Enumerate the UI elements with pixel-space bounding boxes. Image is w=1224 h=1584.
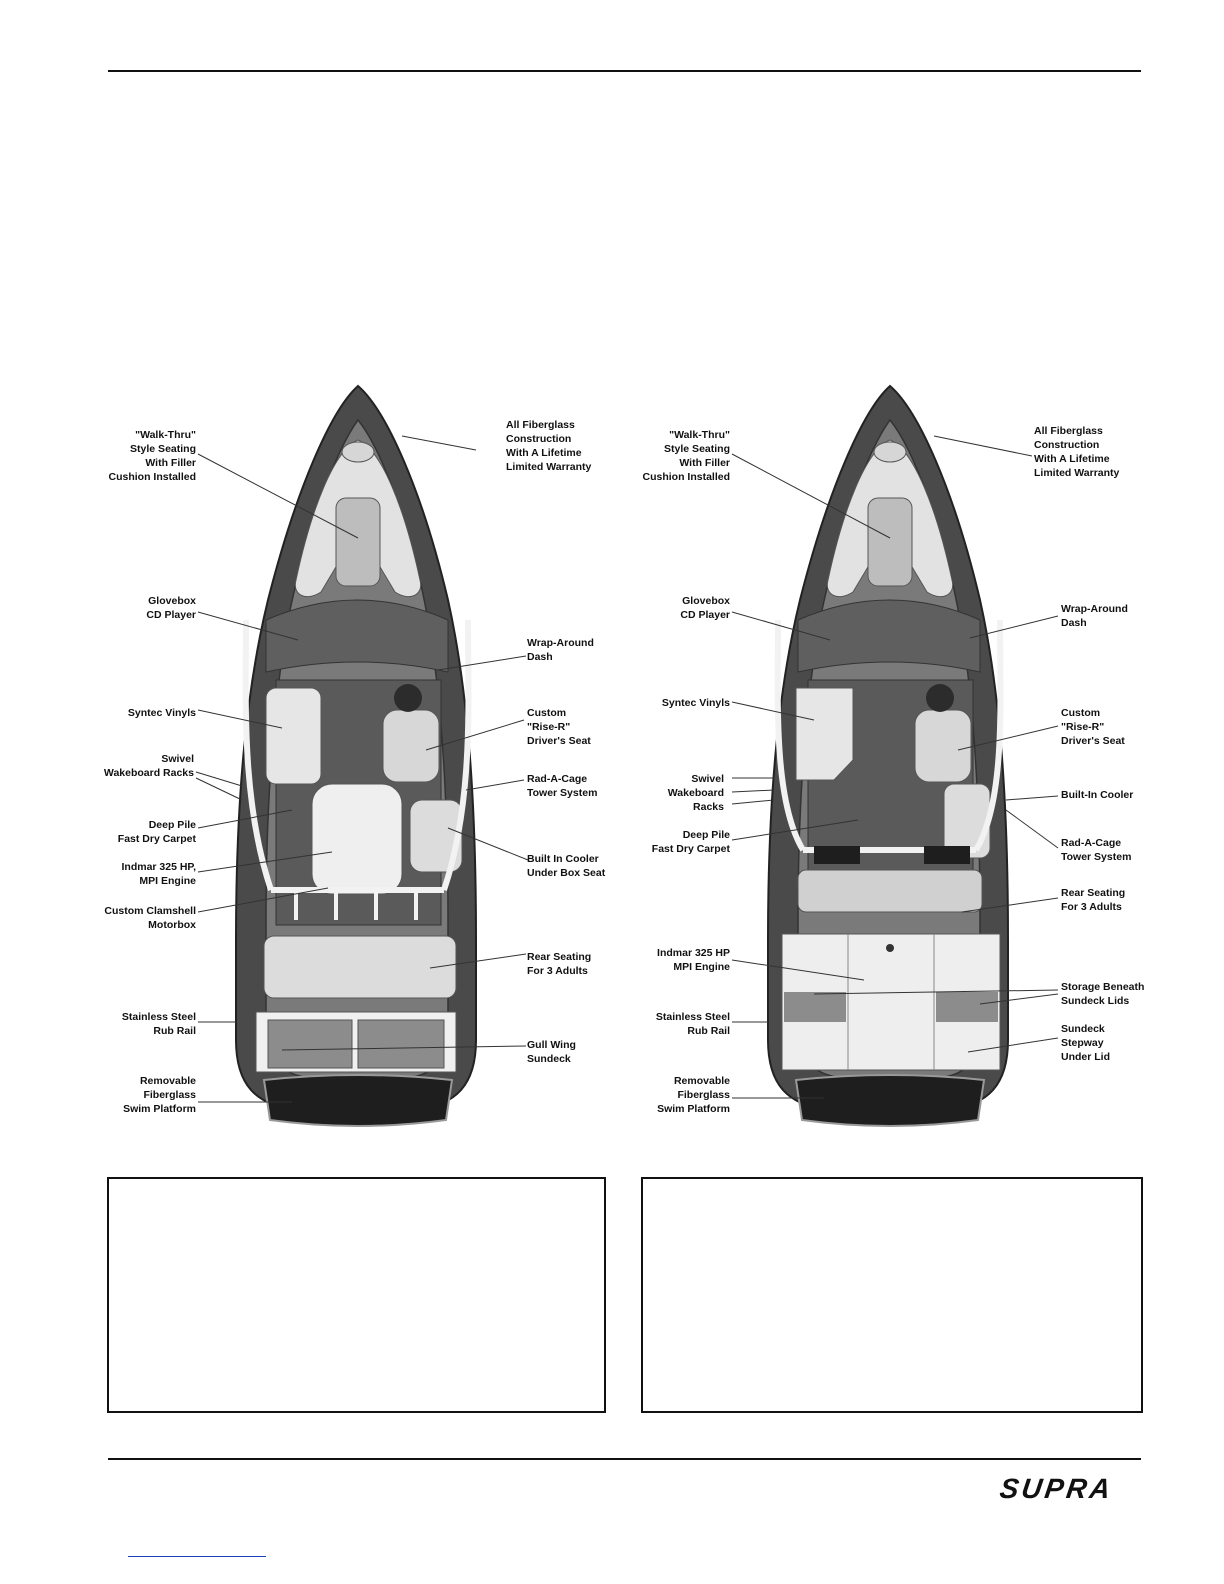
label-wrap-dash: Wrap-Around Dash [1061,603,1128,629]
label-wakeboard: Swivel Wakeboard Racks [103,753,194,779]
label-glovebox: Glovebox CD Player [680,595,730,621]
label-sundeck: Gull Wing Sundeck [527,1039,576,1065]
label-glovebox: Glovebox CD Player [146,595,196,621]
label-rear-seating: Rear Seating For 3 Adults [527,951,592,977]
label-engine: Indmar 325 HP MPI Engine [657,947,730,973]
label-tower: Rad-A-Cage Tower System [527,773,598,799]
label-tower: Rad-A-Cage Tower System [1061,837,1132,863]
footer-link-underline [128,1556,266,1557]
label-rear-seating: Rear Seating For 3 Adults [1061,887,1126,913]
spec-box-right [641,1177,1143,1413]
label-drivers-seat: Custom "Rise-R" Driver's Seat [1061,707,1125,747]
label-walk-thru: "Walk-Thru" Style Seating With Filler Cushion Installed [108,429,196,483]
spec-box-left [107,1177,606,1413]
label-fiberglass: All Fiberglass Construction With A Lifetime Limited Warranty [1034,425,1120,479]
label-rub-rail: Stainless Steel Rub Rail [655,1011,730,1037]
label-rub-rail: Stainless Steel Rub Rail [121,1011,196,1037]
footer-rule [108,1458,1141,1460]
label-cooler: Built In Cooler Under Box Seat [527,853,606,879]
boat-diagram-left [96,380,656,1140]
label-cooler: Built-In Cooler [1061,789,1134,801]
label-fiberglass: All Fiberglass Construction With A Lifetime Limited Warranty [506,419,592,473]
label-motorbox: Custom Clamshell Motorbox [104,905,196,931]
label-wrap-dash: Wrap-Around Dash [527,637,594,663]
label-drivers-seat: Custom "Rise-R" Driver's Seat [527,707,591,747]
label-stepway: Sundeck Stepway Under Lid [1061,1023,1110,1063]
label-carpet: Deep Pile Fast Dry Carpet [651,829,730,855]
label-carpet: Deep Pile Fast Dry Carpet [117,819,196,845]
supra-logo: SUPRA [997,1473,1116,1504]
header-rule [108,70,1141,72]
label-swim-platform: Removable Fiberglass Swim Platform [657,1075,730,1115]
label-storage: Storage Beneath Sundeck Lids [1061,981,1145,1007]
label-wakeboard: Swivel Wakeboard Racks [667,773,724,813]
label-syntec: Syntec Vinyls [127,707,196,719]
label-syntec: Syntec Vinyls [661,697,730,709]
label-engine: Indmar 325 HP, MPI Engine [121,861,196,887]
boat-diagram-right [628,380,1188,1140]
label-swim-platform: Removable Fiberglass Swim Platform [123,1075,196,1115]
label-walk-thru: "Walk-Thru" Style Seating With Filler Cushion Installed [642,429,730,483]
